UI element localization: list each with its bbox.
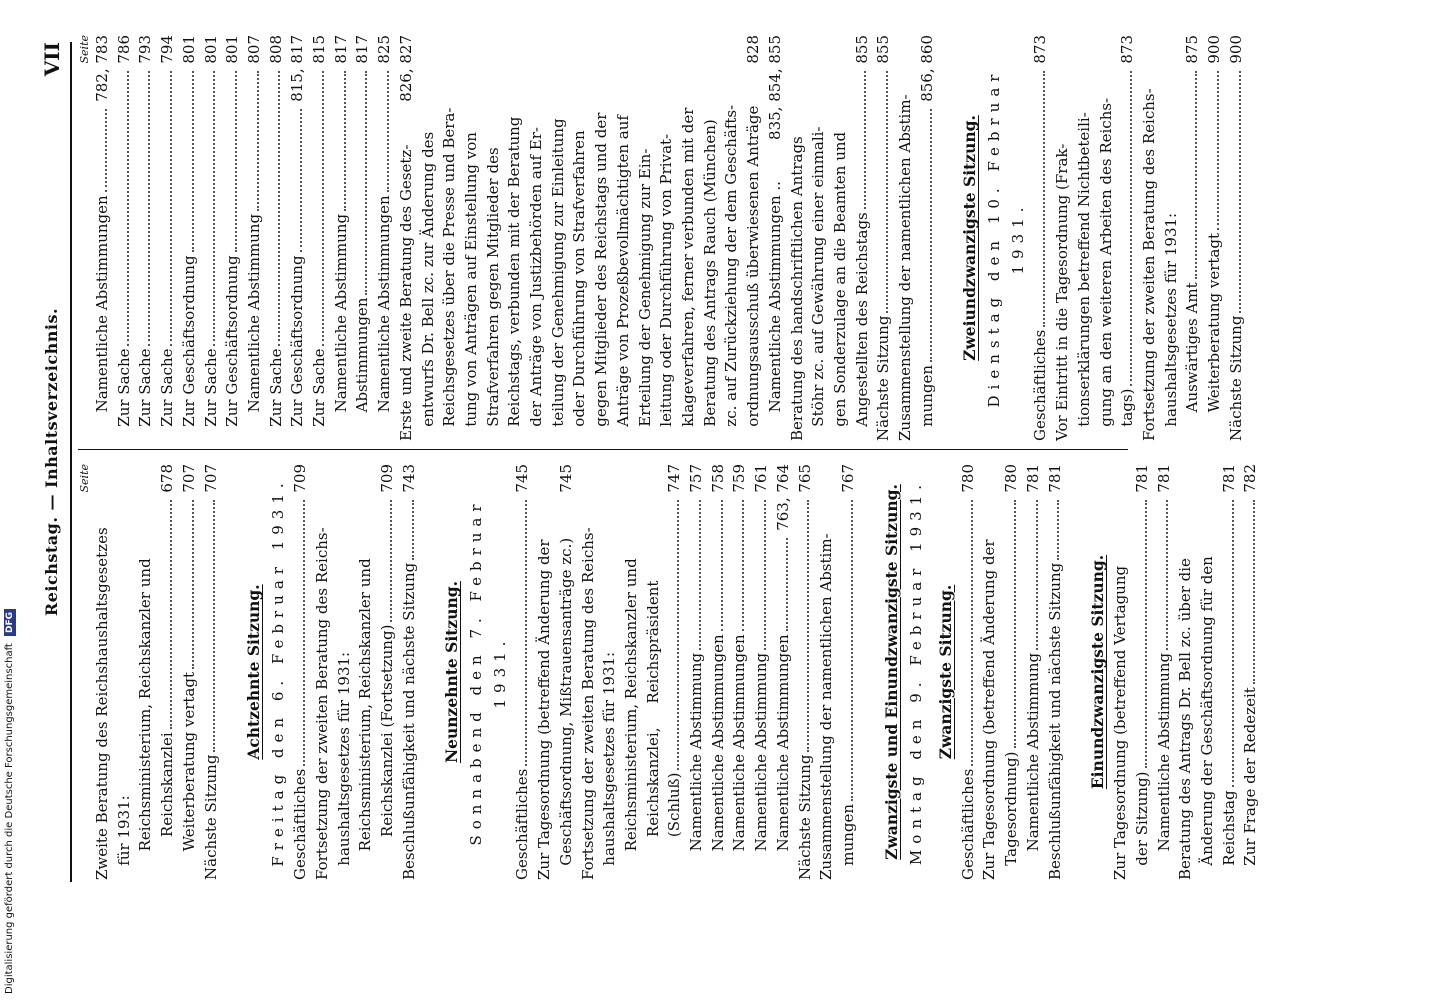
toc-entry-text: der Anträge von Justizbehörden auf Er-	[527, 127, 546, 441]
toc-page-number: 781	[1132, 464, 1151, 493]
toc-entry-text: Namentliche Abstimmungen	[773, 634, 792, 880]
toc-entry	[534, 464, 556, 880]
toc-entry-text: Beratung des Antrags Rauch (München)	[700, 119, 719, 441]
section-heading: Zwanzigste und Einundzwanzigste Sitzung.	[881, 484, 901, 860]
dot-leader	[213, 500, 215, 752]
toc-entry-text: Reichsministerium, Reichskanzler und	[136, 558, 155, 880]
dot-leader	[1043, 71, 1045, 327]
toc-entry-text: tionserklärungen betreffend Nichtbeteili-	[1074, 112, 1093, 441]
toc-entry	[1219, 464, 1241, 880]
toc-page-number: 761	[752, 464, 771, 493]
dot-leader	[886, 71, 888, 313]
toc-entry-text: Vor Eintritt in die Tagesordnung (Frak-	[1053, 143, 1072, 441]
toc-entry-text: Namentliche Abstimmung	[1023, 652, 1042, 880]
toc-page-number: 745	[513, 464, 532, 493]
dot-leader	[677, 500, 679, 770]
toc-entry	[1226, 35, 1248, 441]
toc-entry	[765, 35, 787, 441]
toc-entry	[656, 35, 678, 441]
toc-entry-text: mungen	[838, 804, 857, 880]
toc-page-number: 900	[1226, 35, 1245, 64]
toc-entry	[708, 464, 730, 880]
toc-page-number: 781	[1023, 464, 1042, 493]
toc-entry-text: Zur Sache	[266, 348, 285, 441]
toc-page-number: 781	[1154, 464, 1173, 493]
section-heading: Einundzwanzigste Sitzung.	[1088, 554, 1108, 790]
toc-page-number: 709	[291, 464, 310, 493]
toc-entry	[635, 35, 657, 441]
toc-entry-text: Nächste Sitzung	[874, 315, 893, 441]
toc-entry-text: Reichskanzlei (Fortsetzung)	[378, 624, 397, 880]
toc-entry-text: Erteilung der Genehmigung zur Ein-	[635, 148, 654, 441]
toc-entry	[1110, 464, 1132, 880]
toc-entry	[222, 35, 244, 441]
toc-entry-text: Zur Geschäftsordnung	[288, 255, 307, 441]
toc-entry	[664, 464, 686, 880]
toc-entry-text: Zur Sache	[201, 348, 220, 441]
toc-page-number: 758	[708, 464, 727, 493]
toc-entry-text: tung von Anträgen auf Einstellung von	[461, 132, 480, 441]
toc-entry-text: Zusammenstellung der namentlichen Abstim-	[896, 94, 915, 441]
toc-entry-text: Fortsetzung der zweiten Beratung des Reichs-	[1139, 88, 1158, 441]
toc-entry-text: gung an den weiteren Arbeiten des Reichs-	[1096, 97, 1115, 441]
toc-entry	[548, 35, 570, 441]
dot-leader	[699, 500, 701, 650]
dot-leader	[257, 71, 259, 211]
toc-entry-text: tags)	[1118, 388, 1137, 441]
toc-page-number: 807	[244, 35, 263, 64]
toc-entry-text: Fortsetzung der zweiten Beratung des Reichs-	[312, 527, 331, 880]
toc-entry	[352, 35, 374, 441]
toc-entry-text: Namentliche Abstimmungen	[708, 634, 727, 880]
dot-leader	[1195, 71, 1197, 280]
toc-entry-text: Zur Geschäftsordnung	[223, 255, 242, 441]
right-column	[78, 35, 1245, 450]
toc-page-number: 759	[730, 464, 749, 493]
toc-entry-text: Zur Sache	[114, 348, 133, 441]
dot-leader	[278, 71, 280, 346]
toc-page-number: 808	[266, 35, 285, 64]
dot-leader	[742, 500, 744, 632]
section-heading: Achtzehnte Sitzung.	[244, 584, 264, 760]
toc-entry-text: Zur Sache	[158, 348, 177, 441]
toc-entry-text: Namentliche Abstimmung	[244, 213, 263, 441]
dot-leader	[412, 500, 414, 560]
section-spacer	[420, 464, 434, 880]
toc-page-number: 707	[179, 464, 198, 493]
toc-entry	[312, 464, 334, 880]
toc-entry	[678, 35, 700, 441]
toc-entry	[157, 464, 179, 880]
toc-entry	[830, 35, 852, 441]
toc-page-number: 793	[136, 35, 155, 64]
toc-page-number: 835, 854, 855	[765, 35, 784, 140]
dot-leader	[1057, 500, 1059, 560]
page-number: VII	[40, 42, 64, 77]
toc-entry-text: Namentliche Abstimmung	[687, 652, 706, 880]
toc-entry	[334, 464, 356, 880]
toc-entry-text: Stöhr zc. auf Gewährung einer einmali-	[809, 126, 828, 441]
toc-page-number: 801	[201, 35, 220, 64]
page-header	[40, 42, 72, 882]
toc-entry	[1240, 464, 1262, 880]
dot-leader	[192, 71, 194, 253]
toc-page-number: 873	[1031, 35, 1050, 64]
toc-page-number: 780	[958, 464, 977, 493]
toc-page-number: 745	[556, 464, 575, 493]
toc-entry-text: oder Durchführung von Strafverfahren	[570, 130, 589, 441]
section-subheading: Zwanzigste Sitzung.	[935, 584, 955, 760]
toc-entry-text: Änderung der Geschäftsordnung für den	[1198, 556, 1217, 880]
toc-entry	[599, 464, 621, 880]
toc-entry-text: Namentliche Abstimmungen	[375, 195, 394, 441]
toc-page-number: 801	[223, 35, 242, 64]
toc-entry	[201, 464, 223, 880]
toc-entry	[309, 35, 331, 441]
toc-entry-text: Reichsministerium, Reichskanzler und	[356, 558, 375, 880]
toc-entry	[1139, 35, 1161, 441]
left-column	[78, 464, 1260, 880]
toc-page-number: 782	[1241, 464, 1260, 493]
toc-entry-text: Reichsministerium, Reichskanzler und	[621, 558, 640, 880]
toc-entry	[377, 464, 399, 880]
toc-entry	[895, 35, 917, 441]
section-heading: Zweiundzwanzigste Sitzung.	[960, 115, 980, 361]
dot-leader	[1239, 71, 1241, 313]
toc-entry-text: Zusammenstellung der namentlichen Abstim-	[817, 533, 836, 880]
dot-leader	[365, 71, 367, 295]
dot-leader	[851, 500, 853, 801]
section-spacer	[860, 464, 874, 880]
toc-entry-text: Zweite Beratung des Reichshaushaltsgesetzes	[93, 527, 111, 880]
toc-page-number: 763, 764	[773, 464, 792, 531]
toc-entry	[483, 35, 505, 441]
toc-entry	[179, 35, 201, 441]
toc-entry-text: Reichsgesetzes über die Presse und Bera-	[440, 107, 459, 441]
toc-entry	[374, 35, 396, 441]
toc-page-number: 709	[378, 464, 397, 493]
toc-entry	[1117, 35, 1139, 441]
toc-entry	[512, 464, 534, 880]
toc-page-number: 780	[1002, 464, 1021, 493]
toc-entry-text: Namentliche Abstimmungen ..	[765, 181, 784, 441]
toc-entry-text: Zur Tagesordnung (betreffend Änderung der	[535, 539, 554, 880]
toc-page-number: 825	[375, 35, 394, 64]
toc-entry	[808, 35, 830, 441]
toc-entry	[979, 464, 1001, 880]
dot-leader	[971, 500, 973, 766]
dot-leader	[764, 500, 766, 650]
toc-entry-text: entwurfs Dr. Bell zc. zur Änderung des	[418, 131, 437, 441]
toc-entry-text: Namentliche Abstimmung	[752, 652, 771, 880]
toc-entry	[526, 35, 548, 441]
toc-entry-text: Reichstag	[1219, 790, 1238, 880]
toc-entry-text: mungen	[917, 365, 936, 441]
toc-entry-text: gegen Mitglieder des Reichstags und der	[592, 112, 611, 441]
dot-leader	[1166, 500, 1168, 650]
section-spacer	[938, 35, 952, 441]
toc-entry	[439, 35, 461, 441]
toc-entry-text: Geschäftsordnung, Mißtrauensanträge zc.)	[556, 537, 575, 880]
dot-leader	[1217, 71, 1219, 230]
toc-page-number: 873	[1118, 35, 1137, 64]
toc-entry	[92, 35, 114, 441]
toc-entry	[917, 35, 939, 441]
toc-page-number: 875	[1183, 35, 1202, 64]
toc-entry-text: Geschäftliches	[291, 768, 310, 880]
toc-entry	[331, 35, 353, 441]
dot-leader	[303, 500, 305, 766]
toc-entry	[686, 464, 708, 880]
toc-entry	[621, 464, 643, 880]
dot-leader	[322, 71, 324, 346]
toc-page-number: 855	[852, 35, 871, 64]
toc-entry-text: haushaltsgesetzes für 1931:	[1161, 212, 1180, 441]
toc-entry-text: Angestellten des Reichstags	[852, 212, 871, 441]
dot-leader	[786, 538, 788, 632]
toc-entry-text: haushaltsgesetzes für 1931:	[600, 651, 619, 880]
toc-entry-text: gen Sonderzulage an die Beamten und	[830, 131, 849, 441]
toc-entry-text: Nächste Sitzung	[1226, 315, 1245, 441]
toc-entry-text: Namentliche Abstimmung	[331, 213, 350, 441]
toc-entry-text: Zur Tagesordnung (betreffend Änderung der	[980, 539, 999, 880]
dot-leader	[213, 71, 215, 346]
toc-entry	[92, 464, 114, 880]
toc-entry-text: Erste und zweite Beratung des Gesetz-	[396, 144, 415, 441]
toc-entry	[787, 35, 809, 441]
dot-leader	[1232, 500, 1234, 788]
section-date: Freitag den 6. Februar 1931.	[269, 477, 288, 867]
toc-entry	[578, 464, 600, 880]
toc-entry	[1197, 464, 1219, 880]
toc-page-number: 856, 860	[917, 35, 936, 102]
toc-page-number: 781	[1045, 464, 1064, 493]
dot-leader	[387, 71, 389, 193]
toc-entry-text: Reichskanzlei, Reichspräsident	[643, 580, 662, 880]
toc-entry-text: Geschäftliches	[1031, 329, 1050, 441]
toc-page-number: 782, 783	[93, 35, 111, 102]
toc-entry-text: teilung der Genehmigung zur Einleitung	[548, 118, 567, 441]
dot-leader	[864, 71, 866, 210]
toc-entry	[399, 464, 421, 880]
page-title: Reichstag. — Inhaltsverzeichnis.	[42, 307, 61, 617]
toc-entry	[114, 464, 136, 880]
toc-entry	[721, 35, 743, 441]
toc-entry-text: haushaltsgesetzes für 1931:	[334, 651, 353, 880]
toc-entry-text: Zur Sache	[136, 348, 155, 441]
toc-entry	[290, 464, 312, 880]
toc-page-number: 801	[179, 35, 198, 64]
dfg-logo: DFG	[4, 609, 16, 636]
toc-entry-text: Beratung des Antrags Dr. Bell zc. über die	[1176, 558, 1195, 880]
toc-entry-text: (Schluß)	[665, 772, 684, 880]
toc-entry	[569, 35, 591, 441]
toc-page-number: 678	[158, 464, 177, 493]
toc-page-number: 767	[838, 464, 857, 493]
seite-label: Seite	[78, 464, 91, 493]
toc-entry	[396, 35, 418, 441]
footer	[0, 0, 20, 1000]
toc-entry-text: Beschlußunfähigkeit und nächste Sitzung	[399, 562, 418, 880]
toc-entry	[729, 464, 751, 880]
toc-entry	[1030, 35, 1052, 441]
toc-entry	[751, 464, 773, 880]
toc-entry	[287, 35, 309, 441]
toc-entry-text: Nächste Sitzung	[795, 754, 814, 880]
toc-entry	[114, 35, 136, 441]
toc-page-number: 855	[874, 35, 893, 64]
toc-entry	[1045, 464, 1067, 880]
toc-entry	[1154, 464, 1176, 880]
toc-entry	[1052, 35, 1074, 441]
toc-page-number: 900	[1205, 35, 1224, 64]
toc-page-number: 765	[795, 464, 814, 493]
toc-entry	[1074, 35, 1096, 441]
toc-page-number: 817	[331, 35, 350, 64]
toc-entry-text: der Sitzung)	[1132, 771, 1151, 880]
toc-entry	[1182, 35, 1204, 441]
toc-entry	[244, 35, 266, 441]
toc-entry	[418, 35, 440, 441]
toc-entry	[852, 35, 874, 441]
dot-leader	[300, 109, 302, 253]
section-heading: Neunzehnte Sitzung.	[442, 581, 462, 764]
dot-leader	[525, 500, 527, 766]
toc-entry-text: Weiterberatung vertagt	[1205, 233, 1224, 441]
footer-credit: Digitalisierung gefördert durch die Deutsche Forschungsgemeinschaft	[4, 643, 15, 994]
toc-entry-text: klageverfahren, ferner verbunden mit der	[678, 107, 697, 441]
dot-leader	[170, 71, 172, 346]
dot-leader	[1130, 71, 1132, 386]
toc-entry	[838, 464, 860, 880]
toc-entry-text: Reichstags, verbunden mit der Beratung	[505, 116, 524, 441]
section-date: Montag den 9. Februar 1931.	[906, 478, 925, 866]
toc-entry	[873, 35, 895, 441]
toc-page-number: 743	[399, 464, 418, 493]
dot-leader	[148, 71, 150, 346]
toc-entry	[743, 35, 765, 441]
toc-page-number: 707	[201, 464, 220, 493]
dot-leader	[390, 500, 392, 622]
toc-entry	[1175, 464, 1197, 880]
toc-page-number: 817	[353, 35, 372, 64]
toc-entry	[504, 35, 526, 441]
toc-entry-text: Auswärtiges Amt	[1183, 282, 1202, 441]
toc-entry	[135, 464, 157, 880]
dot-leader	[192, 500, 194, 669]
toc-entry-text: Reichskanzlei	[158, 732, 177, 880]
section-date: Sonnabend den 7. Februar 1931.	[467, 498, 510, 846]
dot-leader	[170, 500, 172, 730]
dot-leader	[1014, 500, 1016, 749]
toc-entry	[1204, 35, 1226, 441]
toc-entry-text: Strafverfahren gegen Mitglieder des	[483, 147, 502, 441]
toc-page-number: 815, 817	[288, 35, 307, 102]
toc-entry	[773, 464, 795, 880]
dot-leader	[1036, 500, 1038, 650]
dot-leader	[1145, 500, 1147, 769]
dot-leader	[344, 71, 346, 211]
toc-entry-text: Namentliche Abstimmungen	[93, 195, 111, 441]
toc-entry-text: Fortsetzung der zweiten Beratung des Reichs-	[578, 527, 597, 880]
toc-entry-text: Beschlußunfähigkeit und nächste Sitzung	[1045, 562, 1064, 880]
seite-label: Seite	[78, 35, 91, 64]
toc-entry-text: ordnungsausschuß überwiesenen Anträge	[744, 105, 763, 441]
toc-entry-text: Weiterberatung vertagt	[179, 672, 198, 880]
toc-entry	[613, 35, 635, 441]
toc-entry	[179, 464, 201, 880]
dot-leader	[105, 109, 107, 193]
toc-entry	[958, 464, 980, 880]
toc-entry-text: Namentliche Abstimmungen	[730, 634, 749, 880]
toc-entry	[700, 35, 722, 441]
toc-entry	[1132, 464, 1154, 880]
dot-leader	[235, 71, 237, 253]
section-spacer	[1066, 464, 1080, 880]
toc-page-number: 757	[687, 464, 706, 493]
toc-entry-text: Tagesordnung)	[1002, 751, 1021, 880]
toc-entry-text: Namentliche Abstimmung	[1154, 652, 1173, 880]
toc-entry	[1023, 464, 1045, 880]
section-spacer	[222, 464, 236, 880]
toc-entry-text: Beratung des handschriftlichen Antrags	[787, 136, 806, 441]
toc-page-number: 815	[310, 35, 329, 64]
toc-entry	[266, 35, 288, 441]
toc-page-number: 747	[665, 464, 684, 493]
toc-entry	[355, 464, 377, 880]
toc-entry	[643, 464, 665, 880]
dot-leader	[721, 500, 723, 632]
toc-entry	[201, 35, 223, 441]
toc-entry	[157, 35, 179, 441]
toc-entry	[1096, 35, 1118, 441]
toc-entry	[461, 35, 483, 441]
toc-entry-text: Geschäftliches	[958, 768, 977, 880]
toc-page-number: 786	[114, 35, 133, 64]
toc-entry	[1161, 35, 1183, 441]
toc-page-number: 781	[1219, 464, 1238, 493]
toc-page-number: 794	[158, 35, 177, 64]
toc-entry-text: Zur Frage der Redezeit	[1241, 687, 1260, 880]
toc-entry	[795, 464, 817, 880]
toc-entry-text: Nächste Sitzung	[201, 754, 220, 880]
toc-entry	[591, 35, 613, 441]
toc-entry-text: Zur Tagesordnung (betreffend Vertagung	[1111, 565, 1130, 880]
toc-entry-text: zc. auf Zurückziehung der dem Geschäfts-	[722, 104, 741, 441]
toc-entry	[556, 464, 578, 880]
toc-page-number: 828	[744, 35, 763, 64]
dot-leader	[807, 500, 809, 752]
toc-entry-text: Anträge von Prozeßbevollmächtigten auf	[613, 115, 632, 441]
toc-entry	[816, 464, 838, 880]
dot-leader	[127, 71, 129, 346]
dot-leader	[1253, 500, 1255, 685]
toc-entry-text: für 1931:	[114, 795, 133, 880]
toc-entry-text: Abstimmungen	[353, 297, 372, 441]
dot-leader	[930, 109, 932, 362]
toc-entry-text: Geschäftliches	[513, 768, 532, 880]
toc-entry	[1001, 464, 1023, 880]
section-date: Dienstag den 10. Februar 1931.	[985, 68, 1028, 408]
toc-entry-text: Zur Geschäftsordnung	[179, 255, 198, 441]
toc-entry-text: leitung oder Durchführung von Privat-	[657, 133, 676, 441]
toc-page-number: 826, 827	[396, 35, 415, 102]
toc-entry	[135, 35, 157, 441]
toc-entry-text: Zur Sache	[310, 348, 329, 441]
